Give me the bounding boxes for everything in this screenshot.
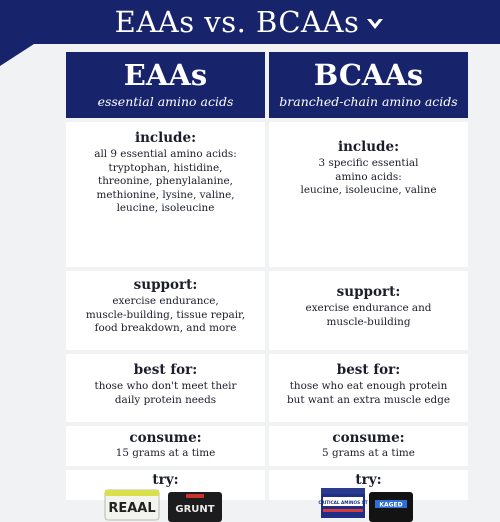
banner-notch — [0, 44, 68, 66]
eaa-subheading: essential amino acids — [97, 94, 234, 109]
kaged-product-image — [369, 492, 413, 522]
bcaa-include-text: 3 specific essential amino acids: leucine, isoleucine, valine — [300, 157, 437, 196]
bcaa-subheading: branched-chain amino acids — [279, 94, 458, 109]
bcaa-consume-text: 5 grams at a time — [322, 447, 415, 459]
eaa-include-text: all 9 essential amino acids: tryptophan, histidine, threonine, phenylalanine, methionine, lysine, valine, leucine, isoleucine — [94, 148, 237, 214]
critical-aminos-xt-product-image — [318, 488, 368, 518]
eaa-header — [66, 52, 265, 118]
eaa-include-cell — [66, 122, 265, 267]
eaa-best-for-cell — [66, 354, 265, 422]
bcaa-best-for-text: those who eat enough protein but want an extra muscle edge — [287, 380, 450, 406]
reaal-product-image — [104, 490, 160, 520]
eaa-consume-label: consume: — [129, 430, 202, 446]
eaa-support-cell — [66, 271, 265, 350]
bcaa-try-label: try: — [355, 472, 382, 488]
bcaa-header — [269, 52, 468, 118]
eaa-consume-text: 15 grams at a time — [115, 447, 216, 459]
eaa-consume-cell — [66, 426, 265, 466]
eaa-support-label: support: — [133, 277, 198, 293]
bcaa-try-cell — [269, 470, 468, 509]
bcaa-support-text: exercise endurance and muscle-building — [305, 302, 432, 328]
bcaa-include-cell — [269, 122, 468, 267]
bcaa-consume-cell — [269, 426, 468, 466]
eaa-heading: EAAs — [123, 58, 208, 92]
eaa-try-label: try: — [152, 472, 179, 488]
chevron-down-icon — [365, 16, 385, 32]
bcaa-column — [269, 52, 468, 509]
bcaa-consume-label: consume: — [332, 430, 405, 446]
eaa-column — [66, 52, 265, 516]
eaa-best-for-label: best for: — [133, 362, 198, 378]
critical-aminos-xt-label: CRITICAL AMINOS XT — [318, 500, 368, 505]
eaa-include-label: include: — [134, 130, 197, 146]
bcaa-best-for-cell — [269, 354, 468, 422]
eaa-support-text: exercise endurance, muscle-building, tissue repair, food breakdown, and more — [85, 295, 246, 334]
bcaa-heading: BCAAs — [313, 58, 424, 92]
eaa-best-for-text: those who don't meet their daily protein needs — [94, 380, 237, 406]
bcaa-include-label: include: — [337, 139, 400, 155]
bcaa-best-for-label: best for: — [336, 362, 401, 378]
kaged-product-label: KAGED — [379, 501, 403, 509]
title-row — [0, 0, 500, 44]
bcaa-support-cell — [269, 271, 468, 350]
grunt-product-label: GRUNT — [175, 504, 215, 515]
eaa-try-cell — [66, 470, 265, 516]
reaal-product-label: REAAL — [108, 501, 156, 516]
grunt-product-image — [168, 492, 222, 522]
page-title: EAAs vs. BCAAs — [114, 5, 360, 39]
bcaa-support-label: support: — [336, 284, 401, 300]
